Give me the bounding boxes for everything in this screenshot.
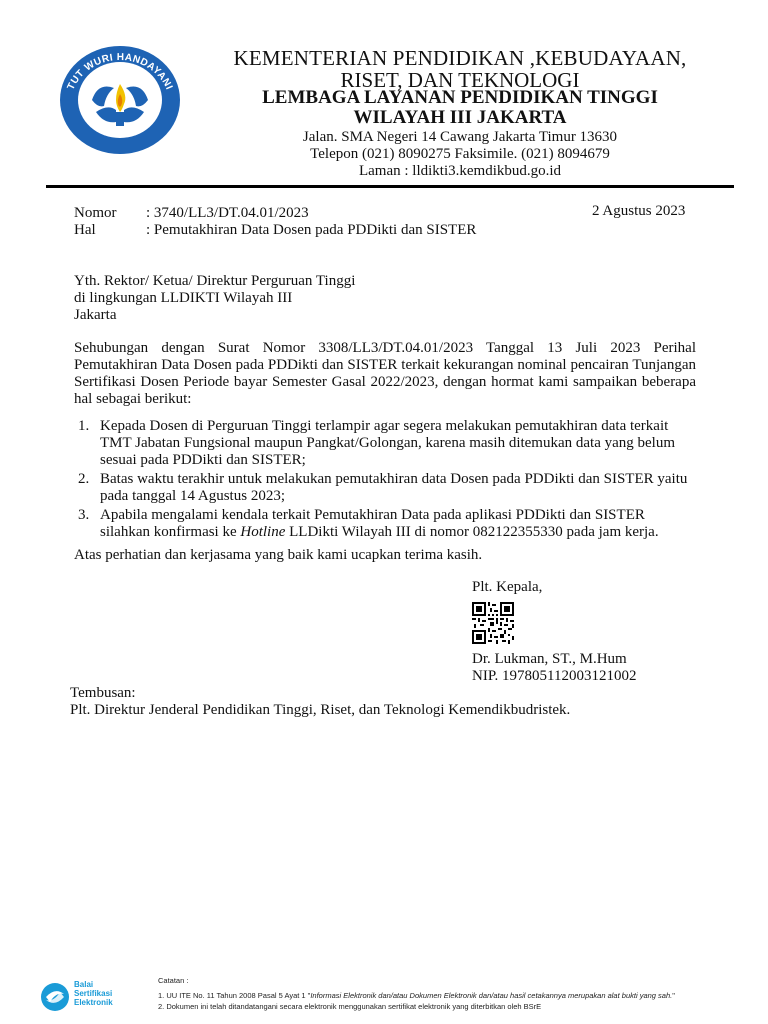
list-item-number: 1. — [78, 418, 90, 434]
ministry-name-line2: RISET, DAN TEKNOLOGI — [340, 68, 580, 92]
signatory-name: Dr. Lukman, ST., M.Hum — [472, 651, 627, 667]
nomor-label: Nomor — [74, 205, 117, 221]
footer-note-1-quote: Informasi Elektronik dan/atau Dokumen Elektronik dan/atau hasil cetakannya merupakan alat bukti yang sah. — [310, 991, 673, 1000]
footer-note-1 — [158, 991, 675, 1000]
website: Laman : lldikti3.kemdikbud.go.id — [358, 163, 562, 179]
intro-paragraph: Sehubungan dengan Surat Nomor 3308/LL3/DT.04.01/2023 Tanggal 13 Juli 2023 Perihal Pemutakhiran Data Dosen pada PDDikti dan SISTER terkait kekurangan nominal pencairan Tunjangan Sertifikasi Dosen Periode bayar Semester Gasal 2022/2023, dengan hormat kami sampaikan beberapa hal sebagai berikut: — [74, 340, 696, 407]
letterhead-divider — [46, 185, 734, 188]
list-item-number: 2. — [78, 471, 90, 487]
list-item-number: 3. — [78, 507, 90, 523]
bsre-logo — [40, 980, 140, 1014]
hal-label: Hal — [74, 222, 96, 238]
bsre-name-line1: Balai — [74, 980, 94, 989]
tut-wuri-handayani-logo — [58, 44, 182, 156]
institution-name-line1: LEMBAGA LAYANAN PENDIDIKAN TINGGI — [262, 87, 658, 108]
letter-date: 2 Agustus 2023 — [592, 203, 686, 219]
list-item-text: Kepada Dosen di Perguruan Tinggi terlampir agar segera melakukan pemutakhiran data terkait TMT Jabatan Fungsional maupun Pangkat/Golongan, karena masih ditemukan data yang belum sesuai pada PDDikti dan SISTER; — [100, 418, 676, 468]
ministry-name-line1: KEMENTERIAN PENDIDIKAN ,KEBUDAYAAN, — [233, 46, 687, 70]
signatory-nip: NIP. 197805112003121002 — [472, 668, 637, 684]
signatory-title: Plt. Kepala, — [472, 579, 543, 595]
list-item-text: Apabila mengalami kendala terkait Pemutakhiran Data pada aplikasi PDDikti dan SISTER silahkan konfirmasi ke — [100, 507, 645, 540]
bsre-name-line3: Elektronik — [74, 998, 113, 1007]
list-item — [74, 471, 696, 505]
list-item — [74, 418, 696, 469]
phone-fax: Telepon (021) 8090275 Faksimile. (021) 8094679 — [310, 146, 610, 162]
recipient-line3: Jakarta — [74, 307, 117, 323]
footer-note-label: Catatan : — [158, 976, 189, 985]
cc-label: Tembusan: — [70, 685, 136, 701]
nomor-value: : 3740/LL3/DT.04.01/2023 — [146, 205, 309, 221]
bsre-emblem-icon — [40, 982, 70, 1012]
recipient-line1: Yth. Rektor/ Ketua/ Direktur Perguruan Tinggi — [74, 273, 356, 289]
recipient-line2: di lingkungan LLDIKTI Wilayah III — [74, 290, 293, 306]
institution-name-line2: WILAYAH III JAKARTA — [353, 107, 567, 128]
list-item-text: Batas waktu terakhir untuk melakukan pemutakhiran data Dosen pada PDDikti dan SISTER yaitu pada tanggal 14 Agustus 2023; — [100, 471, 688, 504]
hotline-text: Hotline — [240, 524, 286, 540]
logo-motto: TUT WURI HANDAYANI — [65, 51, 175, 92]
footer-note-2: 2. Dokumen ini telah ditandatangani secara elektronik menggunakan sertifikat elektronik yang diterbitkan oleh BSrE — [158, 1002, 542, 1011]
footer-note-1-text: 1. UU ITE No. 11 Tahun 2008 Pasal 5 Ayat 1 " — [158, 991, 311, 1000]
list-item — [74, 507, 696, 541]
qr-code-signature — [472, 602, 514, 644]
hal-value: : Pemutakhiran Data Dosen pada PDDikti dan SISTER — [146, 222, 477, 238]
list-item-text-continued: LLDikti Wilayah III di nomor 082122355330 pada jam kerja. — [285, 524, 659, 540]
bsre-name-line2: Sertifikasi — [74, 989, 113, 998]
footer-note-1-end: " — [672, 991, 675, 1000]
instruction-list — [74, 418, 696, 543]
closing-sentence: Atas perhatian dan kerjasama yang baik kami ucapkan terima kasih. — [74, 547, 483, 563]
cc-recipient: Plt. Direktur Jenderal Pendidikan Tinggi, Riset, dan Teknologi Kemendikbudristek. — [70, 702, 571, 718]
address: Jalan. SMA Negeri 14 Cawang Jakarta Timur 13630 — [302, 129, 618, 145]
